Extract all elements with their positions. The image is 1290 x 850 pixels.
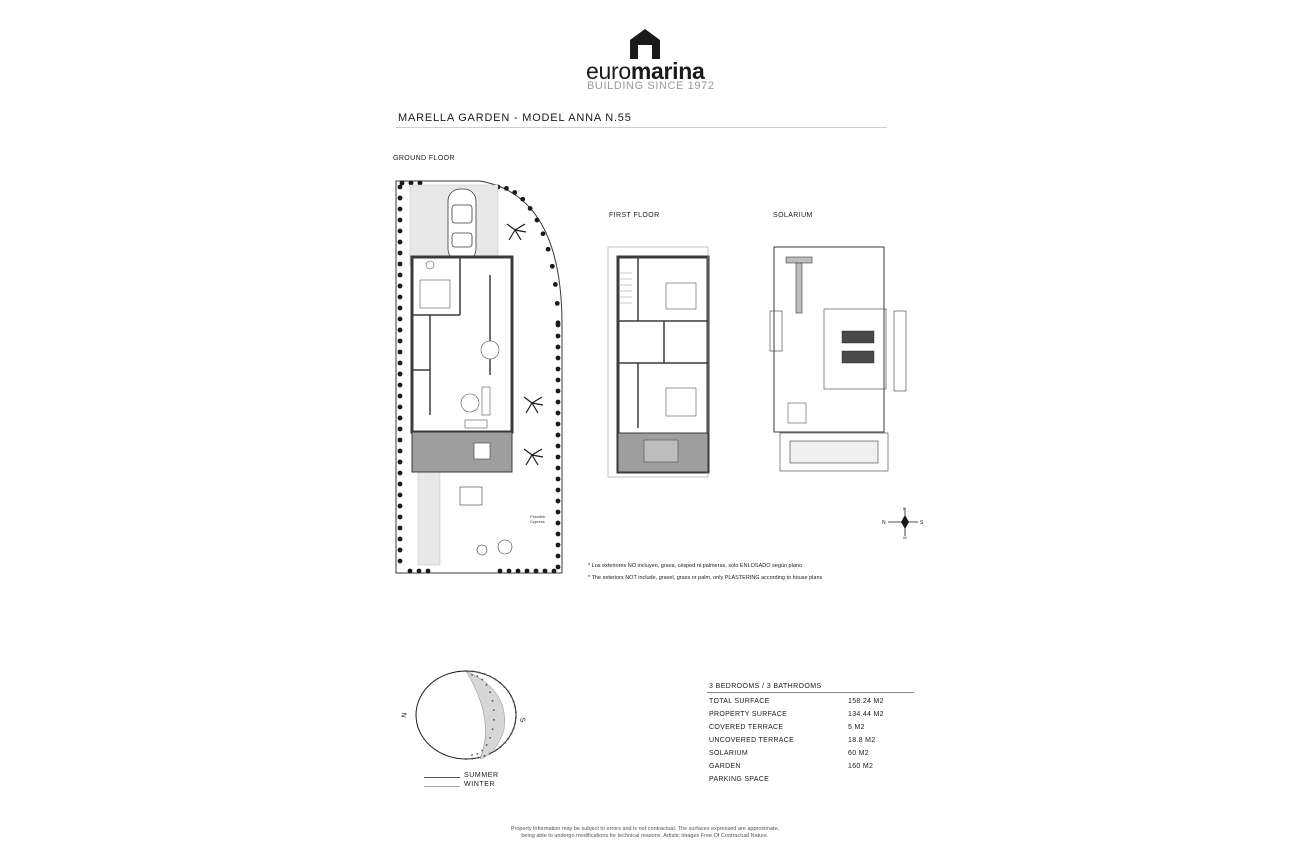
specs-heading: 3 BEDROOMS / 3 BATHROOMS	[709, 683, 822, 690]
house-logo-icon	[629, 28, 661, 60]
spec-label: UNCOVERED TERRACE	[709, 737, 795, 744]
note-spanish: * Los exteriores NO incluyen, grava, césped ni palmeras, solo ENLOSADO según plano	[588, 563, 802, 569]
title-divider	[396, 127, 887, 128]
spec-value: 60 M2	[848, 750, 869, 757]
compass-e: E	[903, 506, 906, 511]
spec-value: 18.8 M2	[848, 737, 876, 744]
brand-name-bold: marina	[630, 58, 705, 84]
compass-icon	[880, 505, 926, 539]
note-english: * The exteriors NOT include, gravel, grass or palm, only PLASTERING according to house plans	[588, 575, 823, 581]
summer-sun-area	[466, 671, 505, 759]
winter-legend-label: WINTER	[464, 781, 496, 788]
first-floor-plan	[604, 243, 714, 478]
spec-value: 134.44 M2	[848, 711, 884, 718]
spec-label: SOLARIUM	[709, 750, 748, 757]
spec-label: GARDEN	[709, 763, 741, 770]
disclaimer-line-2: being able to undergo modifications for technical reasons. Artistic Images Free Of Contractual Nature.	[521, 833, 769, 839]
sun-path-diagram	[400, 660, 530, 765]
compass-n: N	[882, 520, 886, 526]
outdoor-furniture	[460, 487, 512, 555]
summer-legend-label: SUMMER	[464, 772, 499, 779]
specs-divider	[707, 692, 914, 693]
disclaimer	[0, 826, 1290, 840]
brand-name-light: euro	[586, 58, 631, 84]
compass-s: S	[920, 520, 924, 526]
solarium-seating	[788, 403, 806, 423]
spec-label: COVERED TERRACE	[709, 724, 784, 731]
winter-legend-line	[424, 786, 460, 787]
car-icon	[448, 189, 476, 261]
summer-legend-line	[424, 777, 460, 778]
solarium-plan	[766, 243, 911, 478]
sun-south-label: S	[518, 717, 526, 723]
spec-label: PROPERTY SURFACE	[709, 711, 788, 718]
possible-cypress-label: Possible	[530, 514, 546, 519]
compass-w: W	[903, 535, 907, 539]
first-floor-label: FIRST FLOOR	[609, 212, 660, 219]
svg-text:Cypress: Cypress	[530, 519, 545, 524]
brand-tagline: BUILDING SINCE 1972	[587, 80, 715, 92]
spec-value: 160 M2	[848, 763, 874, 770]
spec-label: TOTAL SURFACE	[709, 698, 770, 705]
solarium-label: SOLARIUM	[773, 212, 813, 219]
pool	[780, 433, 888, 471]
spec-value: 5 M2	[848, 724, 865, 731]
disclaimer-line-1: Property information may be subject to errors and is not contractual. The surfaces expressed are approximate,	[510, 826, 780, 832]
covered-terrace	[412, 432, 512, 472]
spec-label: PARKING SPACE	[709, 776, 770, 783]
ground-floor-plan	[390, 175, 575, 580]
spec-value: 158.24 M2	[848, 698, 884, 705]
ground-floor-label: GROUND FLOOR	[393, 155, 455, 162]
sun-north-label: N	[401, 712, 409, 719]
document-title: MARELLA GARDEN - MODEL ANNA N.55	[398, 112, 632, 124]
balcony-terrace	[618, 433, 708, 472]
